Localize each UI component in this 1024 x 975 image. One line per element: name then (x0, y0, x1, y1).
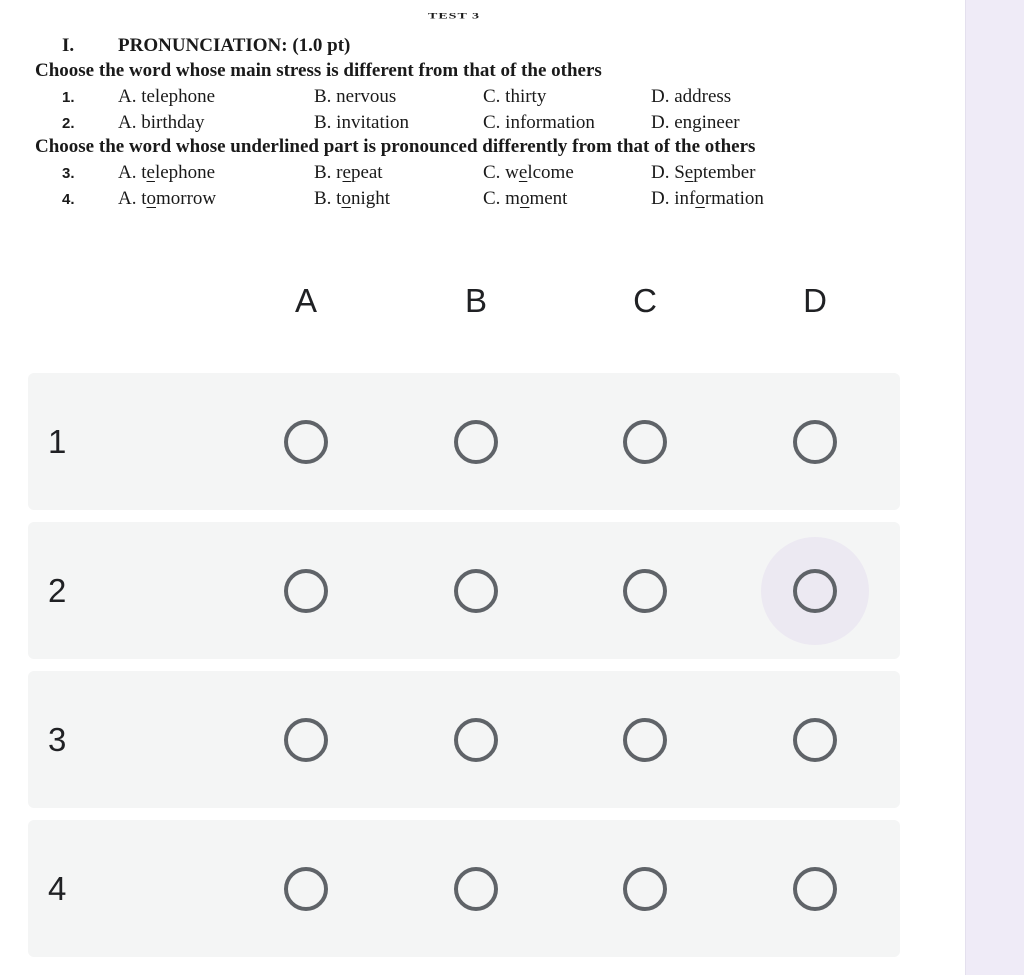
option-d: D. information (651, 188, 764, 209)
grid-row-1 (28, 373, 900, 510)
radio-circle-icon[interactable] (284, 718, 328, 762)
option-b: B. invitation (314, 112, 409, 133)
radio-2-c[interactable] (591, 537, 699, 645)
option-a: A. telephone (118, 86, 216, 107)
section-number: I. (62, 35, 75, 56)
option-a: A. birthday (118, 112, 205, 133)
option-d: D. address (651, 86, 732, 107)
grid-row-3 (28, 671, 900, 808)
radio-4-c[interactable] (591, 835, 699, 943)
question-row-4 (0, 188, 965, 212)
instruction-underlined: Choose the word whose underlined part is pronounced differently from that of the others (35, 136, 756, 157)
side-panel-strip (965, 0, 1024, 975)
option-b: B. nervous (314, 86, 397, 107)
row-label: 4 (48, 869, 67, 907)
radio-circle-icon[interactable] (793, 867, 837, 911)
radio-circle-icon[interactable] (623, 867, 667, 911)
row-label: 3 (48, 720, 67, 758)
radio-2-d[interactable] (761, 537, 869, 645)
test-label: TEST 3 (428, 12, 481, 21)
question-number: 3. (62, 165, 75, 182)
column-header-b: B (464, 282, 487, 319)
option-c: C. moment (483, 188, 568, 209)
question-row-2 (0, 112, 965, 136)
radio-circle-icon[interactable] (454, 420, 498, 464)
column-header-a: A (294, 282, 317, 319)
radio-3-c[interactable] (591, 686, 699, 794)
radio-3-a[interactable] (252, 686, 360, 794)
radio-1-c[interactable] (591, 388, 699, 496)
radio-circle-icon[interactable] (284, 420, 328, 464)
option-d: D. September (651, 162, 756, 183)
radio-circle-icon[interactable] (623, 420, 667, 464)
question-number: 1. (62, 89, 75, 106)
option-a: A. telephone (118, 162, 216, 183)
question-number: 4. (62, 191, 75, 208)
option-b: B. repeat (314, 162, 383, 183)
question-sheet (0, 0, 965, 220)
section-title: PRONUNCIATION: (1.0 pt) (118, 35, 351, 56)
question-row-1 (0, 86, 965, 110)
row-label: 1 (48, 422, 67, 460)
radio-1-a[interactable] (252, 388, 360, 496)
radio-3-d[interactable] (761, 686, 869, 794)
radio-circle-icon[interactable] (454, 718, 498, 762)
radio-4-d[interactable] (761, 835, 869, 943)
row-label: 2 (48, 571, 67, 609)
radio-4-a[interactable] (252, 835, 360, 943)
option-b: B. tonight (314, 188, 391, 209)
option-c: C. thirty (483, 86, 547, 107)
question-row-3 (0, 162, 965, 186)
option-d: D. engineer (651, 112, 740, 133)
column-header-c: C (633, 282, 657, 319)
instruction-stress: Choose the word whose main stress is different from that of the others (35, 60, 602, 81)
option-c: C. information (483, 112, 595, 133)
column-header-d: D (803, 282, 827, 319)
question-number: 2. (62, 115, 75, 132)
radio-circle-icon[interactable] (623, 718, 667, 762)
radio-1-d[interactable] (761, 388, 869, 496)
radio-1-b[interactable] (422, 388, 530, 496)
grid-row-4 (28, 820, 900, 957)
radio-3-b[interactable] (422, 686, 530, 794)
grid-row-2 (28, 522, 900, 659)
radio-circle-icon[interactable] (793, 420, 837, 464)
radio-2-a[interactable] (252, 537, 360, 645)
radio-4-b[interactable] (422, 835, 530, 943)
radio-2-b[interactable] (422, 537, 530, 645)
option-a: A. tomorrow (118, 188, 217, 209)
option-c: C. welcome (483, 162, 574, 183)
radio-circle-icon[interactable] (284, 569, 328, 613)
radio-circle-icon[interactable] (793, 569, 837, 613)
radio-circle-icon[interactable] (284, 867, 328, 911)
radio-circle-icon[interactable] (793, 718, 837, 762)
radio-circle-icon[interactable] (454, 569, 498, 613)
radio-circle-icon[interactable] (454, 867, 498, 911)
radio-circle-icon[interactable] (623, 569, 667, 613)
